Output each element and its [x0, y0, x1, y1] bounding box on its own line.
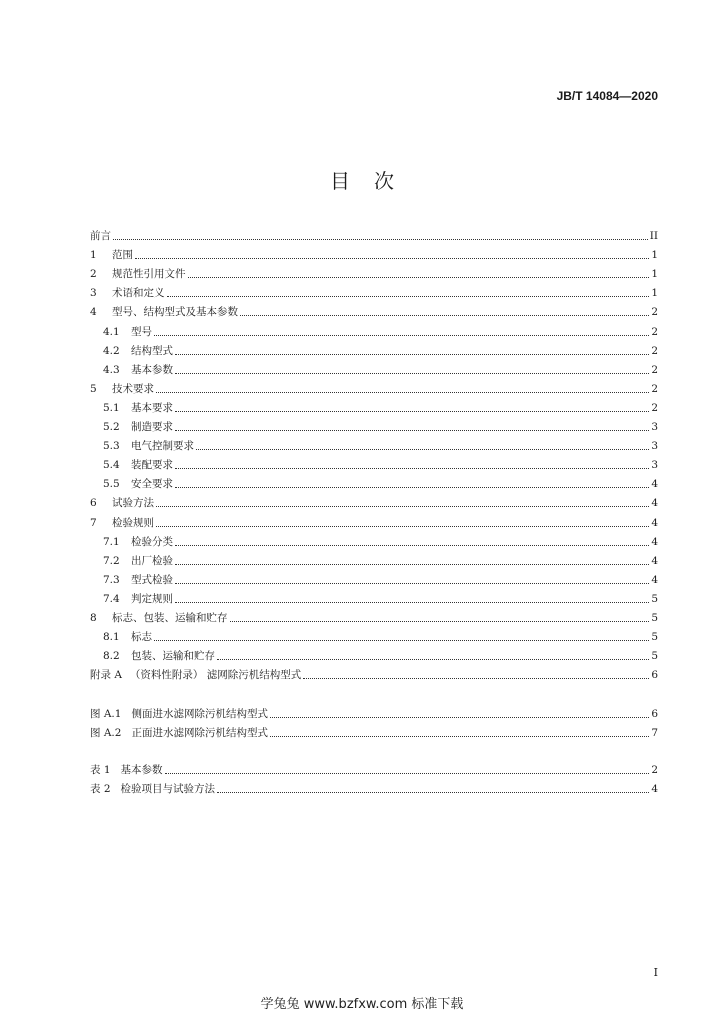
toc-entry[interactable]: [103, 476, 658, 492]
toc-entry-title: 技术要求: [112, 383, 154, 395]
toc-entry[interactable]: [103, 324, 658, 340]
toc-entry-number: 4.2: [103, 345, 120, 357]
toc-entry-title: 范围: [112, 249, 133, 261]
toc-entry-page: 4: [651, 478, 658, 490]
dot-leader: [175, 582, 649, 584]
toc-entry[interactable]: [103, 572, 658, 588]
toc-entry-page: 2: [651, 326, 658, 338]
dot-leader: [175, 372, 649, 374]
toc-entry-page: 7: [651, 727, 658, 739]
dot-leader: [175, 410, 649, 412]
standard-code: JB/T 14084—2020: [556, 89, 658, 103]
toc-entry-number: 7.4: [103, 593, 120, 605]
toc-entry-title: 检验分类: [131, 536, 173, 548]
toc-entry-page: 2: [651, 345, 658, 357]
dot-leader: [175, 486, 649, 488]
toc-entry-page: 1: [651, 287, 658, 299]
toc-entry-title: （资料性附录） 滤网除污机结构型式: [129, 669, 302, 681]
dot-leader: [303, 677, 649, 679]
dot-leader: [240, 314, 649, 316]
toc-entry[interactable]: [103, 438, 658, 454]
toc-entry[interactable]: [90, 247, 658, 263]
toc-entry-number: 1: [90, 249, 97, 261]
toc-entry-page: 3: [651, 421, 658, 433]
toc-entry-page: 4: [651, 536, 658, 548]
toc-entry-number: 4.1: [103, 326, 120, 338]
toc-entry-page: 2: [651, 364, 658, 376]
toc-entry-page: 3: [651, 440, 658, 452]
toc-entry-number: 5.2: [103, 421, 120, 433]
toc-entry-number: 4: [90, 306, 97, 318]
toc-entry-page: 2: [651, 764, 658, 776]
toc-entry-number: 6: [90, 497, 97, 509]
toc-entry[interactable]: [90, 515, 658, 531]
toc-entry-title: 出厂检验: [131, 555, 173, 567]
toc-entry[interactable]: [90, 304, 658, 320]
toc-entry-title: 型号: [131, 326, 152, 338]
dot-leader: [196, 448, 649, 450]
toc-entry-page: II: [649, 230, 658, 242]
toc-entry-title: 基本参数: [120, 764, 163, 776]
dot-leader: [217, 791, 649, 793]
toc-entry[interactable]: [90, 781, 658, 797]
dot-leader: [270, 735, 649, 737]
toc-entry-page: 5: [651, 612, 658, 624]
toc-entry[interactable]: [90, 381, 658, 397]
toc-entry-page: 4: [651, 574, 658, 586]
dot-leader: [154, 334, 649, 336]
toc-entry-number: 5.5: [103, 478, 120, 490]
toc-entry[interactable]: [103, 591, 658, 607]
toc-entry-number: 8: [90, 612, 97, 624]
toc-entry-title: 术语和定义: [112, 287, 165, 299]
watermark-footer: 学兔兔 www.bzfxw.com 标准下载: [260, 997, 464, 1012]
toc-entry-title: 正面进水滤网除污机结构型式: [131, 727, 268, 739]
toc-entry-number: 7.1: [103, 536, 120, 548]
toc-entry-title: 检验项目与试验方法: [120, 783, 216, 795]
toc-entry-page: 5: [651, 650, 658, 662]
toc-entry-title: 试验方法: [112, 497, 154, 509]
toc-entry[interactable]: [90, 725, 658, 741]
toc-entry-title: 前言: [90, 230, 111, 242]
toc-entry-page: 4: [651, 517, 658, 529]
toc-entry-number: 表 1: [90, 764, 111, 776]
toc-entry-page: 1: [651, 249, 658, 261]
dot-leader: [175, 601, 649, 603]
toc-entry-number: 5.3: [103, 440, 120, 452]
toc-entry-title: 基本要求: [131, 402, 173, 414]
toc-entry-title: 基本参数: [131, 364, 173, 376]
toc-entry[interactable]: [103, 648, 658, 664]
toc-entry-title: 侧面进水滤网除污机结构型式: [131, 708, 268, 720]
toc-entry-number: 5: [90, 383, 97, 395]
toc-entry-page: 1: [651, 268, 658, 280]
toc-entry-title: 制造要求: [131, 421, 173, 433]
toc-entry-page: 6: [651, 708, 658, 720]
toc-entry-title: 结构型式: [131, 345, 173, 357]
dot-leader: [135, 257, 649, 259]
toc-entry-number: 表 2: [90, 783, 111, 795]
toc-entry-page: 5: [651, 631, 658, 643]
toc-entry-title: 包装、运输和贮存: [131, 650, 215, 662]
dot-leader: [270, 716, 649, 718]
toc-entry-page: 6: [651, 669, 658, 681]
toc-entry[interactable]: [90, 667, 658, 683]
toc-entry-number: 附录 A: [90, 669, 122, 681]
toc-entry-number: 7.2: [103, 555, 120, 567]
dot-leader: [175, 353, 649, 355]
dot-leader: [230, 620, 650, 622]
toc-entry-number: 8.1: [103, 631, 120, 643]
toc-entry-number: 图 A.1: [90, 708, 122, 720]
page-number: I: [653, 966, 658, 979]
toc-entry[interactable]: [90, 610, 658, 626]
toc-entry-title: 型号、结构型式及基本参数: [112, 306, 238, 318]
toc-entry-page: 4: [651, 555, 658, 567]
toc-entry-number: 5.4: [103, 459, 120, 471]
dot-leader: [175, 467, 649, 469]
toc-entry-title: 型式检验: [131, 574, 173, 586]
page-title: 目次: [330, 169, 418, 193]
toc-entry[interactable]: [103, 400, 658, 416]
toc-entry[interactable]: [90, 762, 658, 778]
toc-entry[interactable]: [103, 362, 658, 378]
dot-leader: [113, 238, 648, 240]
toc-entry-title: 判定规则: [131, 593, 173, 605]
toc-entry[interactable]: [103, 457, 658, 473]
toc-entry-title: 装配要求: [131, 459, 173, 471]
toc-entry-number: 4.3: [103, 364, 120, 376]
toc-entry[interactable]: [90, 495, 658, 511]
toc-entry-number: 5.1: [103, 402, 120, 414]
toc-entry[interactable]: [103, 553, 658, 569]
toc-entry[interactable]: [90, 706, 658, 722]
dot-leader: [156, 505, 649, 507]
toc-entry-number: 2: [90, 268, 97, 280]
toc-entry-number: 3: [90, 287, 97, 299]
toc-entry-page: 2: [651, 306, 658, 318]
dot-leader: [154, 639, 649, 641]
toc-entry-title: 标志: [131, 631, 152, 643]
toc-entry-title: 标志、包装、运输和贮存: [112, 612, 228, 624]
toc-entry-number: 7.3: [103, 574, 120, 586]
toc-entry[interactable]: [90, 285, 658, 301]
toc-entry-title: 安全要求: [131, 478, 173, 490]
toc-entry-page: 4: [651, 497, 658, 509]
toc-entry-number: 7: [90, 517, 97, 529]
dot-leader: [165, 772, 650, 774]
toc-entry[interactable]: [103, 629, 658, 645]
toc-entry-title: 电气控制要求: [131, 440, 194, 452]
toc-entry[interactable]: [90, 228, 658, 244]
toc-entry[interactable]: [90, 266, 658, 282]
dot-leader: [175, 563, 649, 565]
toc-entry[interactable]: [103, 343, 658, 359]
toc-entry-number: 图 A.2: [90, 727, 122, 739]
toc-entry-page: 2: [651, 383, 658, 395]
toc-entry-title: 检验规则: [112, 517, 154, 529]
dot-leader: [156, 525, 649, 527]
toc-entry[interactable]: [103, 419, 658, 435]
dot-leader: [188, 276, 650, 278]
toc-entry-page: 2: [651, 402, 658, 414]
toc-entry-page: 4: [651, 783, 658, 795]
dot-leader: [175, 544, 649, 546]
toc-entry[interactable]: [103, 534, 658, 550]
dot-leader: [167, 295, 650, 297]
toc-entry-title: 规范性引用文件: [112, 268, 186, 280]
toc-entry-page: 5: [651, 593, 658, 605]
toc-entry-page: 3: [651, 459, 658, 471]
dot-leader: [175, 429, 649, 431]
toc-entry-number: 8.2: [103, 650, 120, 662]
dot-leader: [156, 391, 649, 393]
dot-leader: [217, 658, 649, 660]
